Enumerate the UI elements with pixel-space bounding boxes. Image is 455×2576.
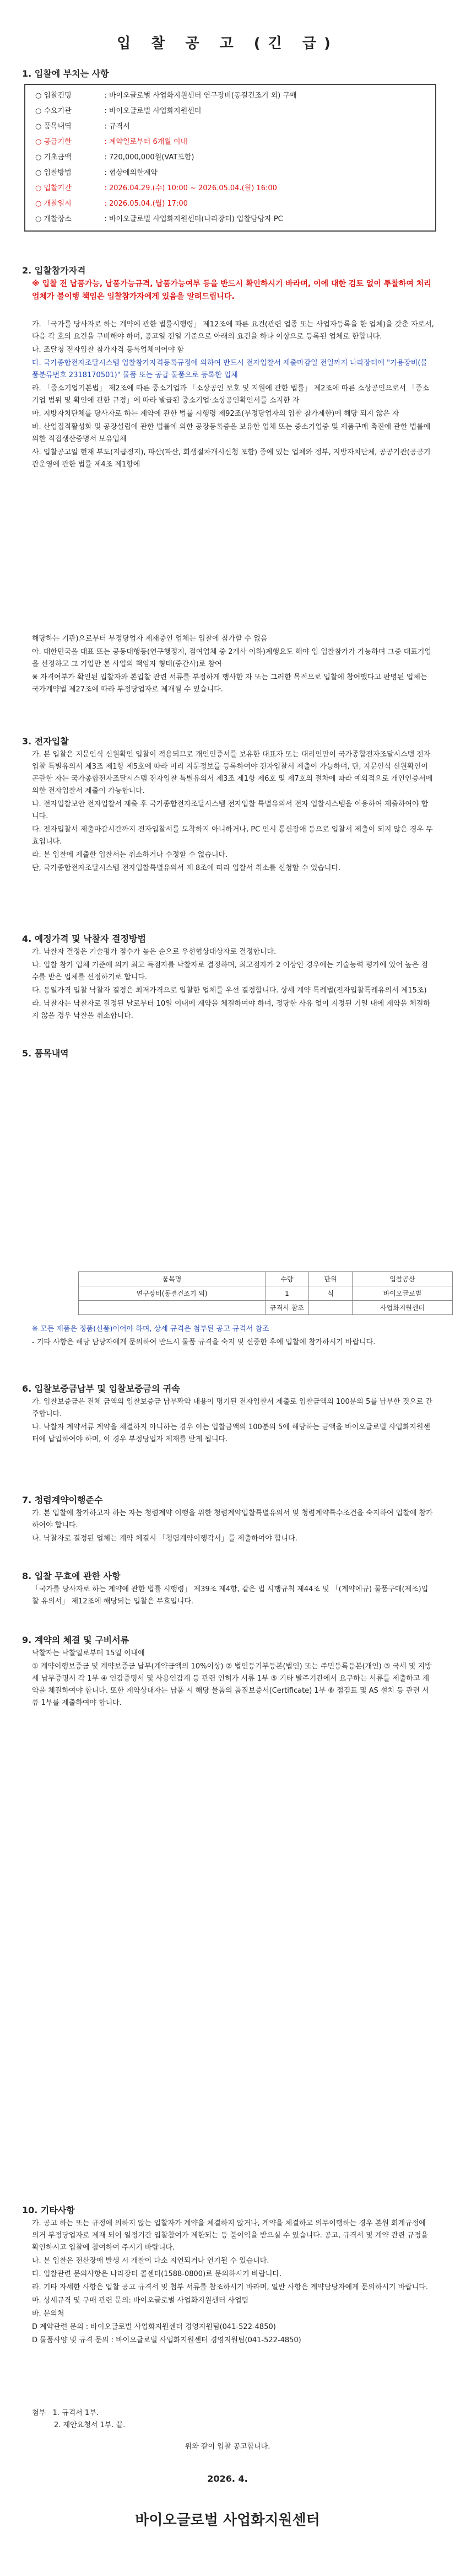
attachments-list (32, 2407, 125, 2432)
bid-info-row: ○ 입찰건명 : 바이오글로벌 사업화지원센터 연구장비(동결건조기 외) 구매 (35, 92, 297, 100)
section-6-body: 가. 입찰보증금은 전체 금액의 입찰보증금 납부확약 내용이 명기된 전자입찰서 제출로 입찰금액의 100분의 5를 납부한 것으로 간주합니다. 나. 낙찰자 계약서류 계약을 체결하지 아니하는 경우 이는 입찰금액의 100분의 5에 해당하는 금액을 바이오글로벌 사업화지원센터에 납입하여야 하며, 이 경우 부정당업자 제재를 받게 됩니다. (32, 1398, 433, 1443)
bid-info-row: ○ 입찰방법 : 협상에의한계약 (35, 169, 158, 177)
section-7-heading: 7. 청렴계약이행준수 (22, 1495, 103, 1505)
table-header: 수량 (266, 1272, 309, 1286)
bid-info-row: ○ 입찰기간 : 2026.04.29.(수) 10:00 ~ 2026.05.04.(월) 16:00 (35, 184, 277, 192)
attachment-item: 1. 규격서 1부. (52, 2409, 99, 2417)
bid-warning-notice: ※ 입찰 전 납품가능, 납품가능규격, 납품가능여부 등을 반드시 확인하시기 바라며, 이에 대한 검토 없이 투찰하여 처리업체가 불이행 책임은 입찰참가자에게 있음을 알려드립니다. (32, 280, 431, 301)
section-6-heading: 6. 입찰보증금납부 및 입찰보증금의 귀속 (22, 1383, 180, 1394)
section-9-body: 낙찰자는 낙찰일로부터 15일 이내에 ① 계약이행보증금 및 계약보증금 납부(계약금액의 10%이상) ② 법인등기부등본(법인) 또는 주민등록등본(개인) ③ 국세 및 지방세 납부증명서 각 1부 ④ 인감증명서 및 사용인감계 등 관련 인허가 서류 1부 ⑤ 기타 발주기관에서 요구하는 서류를 제출하고 계약을 체결하여야 합니다. 또한 계약상대자는 납품 시 해당 물품의 품질보증서(Certificate) 1부 ⑥ 점검표 및 AS 설치 등 관련 서류 1부를 제출하여야 합니다. (32, 1649, 432, 1707)
section-3-heading: 3. 전자입찰 (22, 736, 69, 747)
section-2-body-continued: 해당하는 기관)으로부터 부정당업자 제재중인 업체는 입찰에 참가할 수 없음 아. 대한민국을 대표 또는 공동대행등(연구행정지, 점여업체 중 2개사 이하)계행요도 해야 입 입찰참가가 가능하며 그중 대표기업을 선정하고 그 기업만 본 사업의 책임자 형태(중간사)로 참여 ※ 자격여부가 확인된 입찰자와 본입찰 관련 서류를 부정하게 행사한 자 또는 그러한 목적으로 입찰에 참여했다고 판명된 업체는 국가계약법 제27조에 따라 부정당업자로 제재될 수 있습니다. (32, 635, 431, 694)
section-8-heading: 8. 입찰 무효에 관한 사항 (22, 1571, 121, 1581)
section-4-heading: 4. 예정가격 및 낙찰자 결정방법 (22, 933, 146, 944)
section-7-body: 가. 본 입찰에 참가하고자 하는 자는 청렴계약 이행을 위한 청렴계약입찰특별유의서 및 청렴계약특수조건을 숙지하여 입찰에 참가하여야 합니다. 나. 낙찰자로 결정된 업체는 계약 체결시 「청렴계약이행각서」를 제출하여야 합니다. (32, 1509, 433, 1543)
section-9-heading: 9. 계약의 체결 및 구비서류 (22, 1635, 129, 1645)
table-header-row (79, 1272, 453, 1286)
attachments-label: 첨부 (32, 2409, 46, 2417)
table-row: 연구장비(동결건조기 외) 1 식 바이오글로벌 (79, 1286, 453, 1301)
section-10-body: 가. 공고 하는 또는 규정에 의하지 않는 입찰자가 계약을 체결하지 않거나, 계약을 체결하고 의무이행하는 경우 본원 회계규정에 의거 부정당업자로 제재 되어 일정기간 입찰참여가 제한되는 등 불이익을 받으실 수 있습니다. 공고, 규격서 및 계약 관련 규정을 확인하시고 입찰에 참여하여 주시기 바랍니다. 나. 본 입찰은 전산장애 발생 시 개찰이 다소 지연되거나 연기될 수 있습니다. 다. 입찰관련 문의사항은 나라장터 콜센터(1588-0800)로 문의하시기 바랍니다. 라. 기타 자세한 사항은 입찰 공고 규격서 및 첨부 서류를 참조하시기 바라며, 일반 사항은 계약담당자에게 문의하시기 바랍니다. 마. 상세규격 및 구매 관련 문의: 바이오글로벌 사업화지원센터 사업팀 바. 문의처 D 계약관련 문의 : 바이오글로벌 사업화지원센터 경영지원팀(041-522-4850) D 물품사양 및 규격 문의 : 바이오글로벌 사업화지원센터 경영지원팀(041-522-4850) (32, 2219, 428, 2344)
bid-info-row: ○ 공급기한 : 계약일로부터 6개월 이내 (35, 138, 188, 146)
section-2-body: 가. 「국가를 당사자로 하는 계약에 관한 법률시행령」 제12조에 따른 요건(관련 업종 또는 사업자등록을 한 업체)을 갖춘 자로서, 다음 각 호의 요건을 구비해야 하며, 공고일 전일 기준으로 아래의 요건을 하나 이상으로 등록된 업체로 한합니다. 나. 조달청 전자입찰 참가자격 등록업체이어야 함 다. 국가종합전자조달시스템 입찰참가자격등록규정에 의하여 반드시 전자입찰서 제출마감일 전일까지 나라장터에 "기용장비(물품분류번호 2318170501)" 물품 또는 공급 물품으로 등록한 업체 라. 「중소기업기본법」 제2조에 따른 중소기업과 「소상공인 보호 및 지원에 관한 법률」 제2조에 따른 소상공인으로서 「중소기업 범위 및 확인에 관한 규정」에 따라 발급된 중소기업·소상공인확인서를 소지한 자 마. 지방자치단체를 당사자로 하는 계약에 관한 법률 시행령 제92조(부정당업자의 입찰 참가제한)에 해당 되지 않은 자 바. 산업집적활성화 및 공장설립에 관한 법률에 의한 공장등록증을 보유한 업체 또는 중소기업중 및 제품구매 촉진에 관한 법률에 의한 직접생산증명서 보유업체 사. 입찰공고일 현재 부도(지급정지), 파산(파산, 회생절차개시신청 포함) 중에 있는 업체와 정부, 지방자치단체, 공공기관(공공기관운영에 관한 법률 제4조 제1항에 (32, 320, 434, 469)
section-2-heading: 2. 입찰참가자격 (22, 265, 86, 276)
closing-note: 위와 같이 입찰 공고합니다. (185, 2443, 270, 2451)
table-header: 품목명 (79, 1272, 266, 1286)
page-title: 입 찰 공 고 (긴 급) (117, 35, 338, 52)
table-header: 단위 (309, 1272, 353, 1286)
bid-info-row: ○ 수요기관 : 바이오글로벌 사업화지원센터 (35, 107, 202, 115)
bid-info-row: ○ 개찰장소 : 바이오글로벌 사업화지원센터(나라장터) 입찰담당자 PC (35, 215, 283, 223)
attachment-item: 2. 제안요청서 1부. 끝. (54, 2421, 126, 2429)
item-table (78, 1271, 453, 1315)
section-4-body: 가. 낙찰자 결정은 기술평가 점수가 높은 순으로 우선협상대상자로 결정합니다. 나. 입찰 참가 업체 기준에 의거 최고 득점자를 낙찰자로 결정하며, 최고점자가 2 이상인 경우에는 기술능력 평가에 있어 높은 점수를 받은 업체를 선정하기로 합니다. 다. 동일가격 입찰 낙찰자 결정은 최저가격으로 입찰한 업체를 우선 결정합니다. 상세 계약 특례법(전자입찰특례유의서 제15조) 라. 낙찰자는 낙찰자로 결정된 날로부터 10일 이내에 계약을 체결하여야 하며, 정당한 사유 없이 지정된 기일 내에 계약을 체결하지 않을 경우 낙찰을 취소합니다. (32, 948, 430, 1020)
section-5-heading: 5. 품목내역 (22, 1048, 69, 1059)
issue-date: 2026. 4. (207, 2473, 248, 2484)
bid-info-row: ○ 개찰일시 : 2026.05.04.(월) 17:00 (35, 200, 188, 208)
bid-info-row: ○ 품목내역 : 규격서 (35, 122, 130, 131)
item-table-notes: ※ 모든 제품은 정품(신품)이어야 하며, 상세 규격은 첨부된 공고 규격서 참조 - 기타 사항은 해당 담당자에게 문의하여 반드시 물품 규격을 숙지 및 신중한 후에 입찰에 참가하시기 바랍니다. (32, 1325, 376, 1346)
table-header: 입찰공산 (353, 1272, 453, 1286)
bid-info-row: ○ 기초금액 : 720,000,000원(VAT포함) (35, 153, 194, 162)
section-3-body: 가. 본 입찰은 지문인식 신원확인 입찰이 적용되므로 개인인증서를 보유한 대표자 또는 대리인만이 국가종합전자조달시스템 전자입찰 특별유의서 제3조 제1항 제5호에 따라 미리 지문정보를 등록하여야 전자입찰서 제출이 가능하며, 단, 지문인식 신원확인이 곤란한 자는 국가종합전자조달시스템 전자입찰 특별유의서 제3조 제1항 제6호 및 제7호의 절차에 따라 예외적으로 개인인증서에 의한 전자입찰서 제출이 가능합니다. 나. 전자입찰보안 전자입찰서 제출 후 국가종합전자조달시스템 전자입찰 특별유의서 전자 입찰시스템을 이용하여 제출하여야 합니다. 다. 전자입찰서 제출마감시간까지 전자입찰서를 도착하지 아니하거나, PC 인시 통신장애 등으로 입찰서 제출이 되지 않은 경우 무효입니다. 라. 본 입찰에 제출한 입찰서는 취소하거나 수정할 수 없습니다. 단, 국가종합전자조달시스템 전자입찰특별유의서 제 8조에 따라 입찰서 취소를 신청할 수 있습니다. (32, 750, 433, 872)
section-10-heading: 10. 기타사항 (22, 2205, 75, 2215)
table-row: 규격서 참조 사업화지원센터 (79, 1301, 453, 1315)
section-8-body: 「국가를 당사자로 하는 계약에 관한 법률 시행령」 제39조 제4항, 같은 법 시행규칙 제44조 및 「(계약예규) 물품구매(제조)입찰 유의서」 제12조에 해당되는 입찰은 무효입니다. (32, 1585, 429, 1606)
section-1-heading: 1. 입찰에 부치는 사항 (22, 68, 109, 79)
issuing-organization: 바이오글로벌 사업화지원센터 (135, 2512, 320, 2529)
bid-summary-box (24, 84, 436, 232)
